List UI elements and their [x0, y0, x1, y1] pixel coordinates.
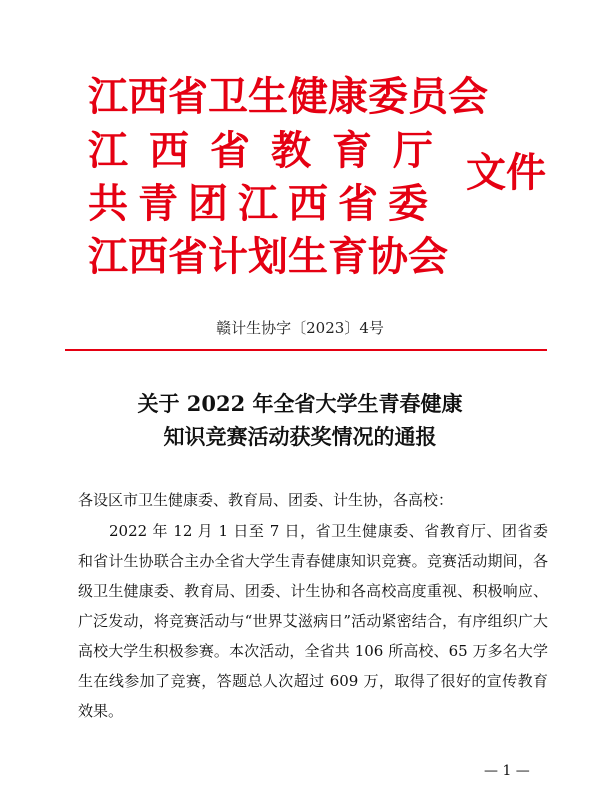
document-suffix: 文件 — [466, 150, 546, 196]
issuer-health-commission: 江西省卫生健康委员会 — [88, 74, 488, 120]
salutation: 各设区市卫生健康委、教育局、团委、计生协，各高校： — [78, 491, 454, 509]
issuer-family-planning-association: 江西省计划生育协会 — [88, 234, 448, 280]
red-divider — [65, 349, 547, 351]
issuer-education-department: 江西省教育厅 — [88, 128, 454, 174]
body-paragraph: 2022 年 12 月 1 日至 7 日，省卫生健康委、省教育厅、团省委和省计生协联合主办全省大学生青春健康知识竞赛。竞赛活动期间，各级卫生健康委、教育局、团委、计生协和各高校高度重视、积极响应、广泛发动，将竞赛活动与“世界艾滋病日”活动紧密结合，有序组织广大高校大学生积极参赛。本次活动，全省共 106 所高校、65 万多名大学生在线参加了竞赛，答题总人次超过 609 万，取得了很好的宣传教育效果。 — [78, 522, 548, 720]
page-number: — 1 — — [484, 763, 530, 779]
issuer-youth-league: 共青团江西省委 — [88, 181, 438, 227]
document-number: 赣计生协字〔2023〕4号 — [216, 319, 384, 337]
document-title-line-1: 关于 2022 年全省大学生青春健康 — [137, 391, 463, 416]
document-title-line-2: 知识竞赛活动获奖情况的通报 — [163, 424, 437, 449]
